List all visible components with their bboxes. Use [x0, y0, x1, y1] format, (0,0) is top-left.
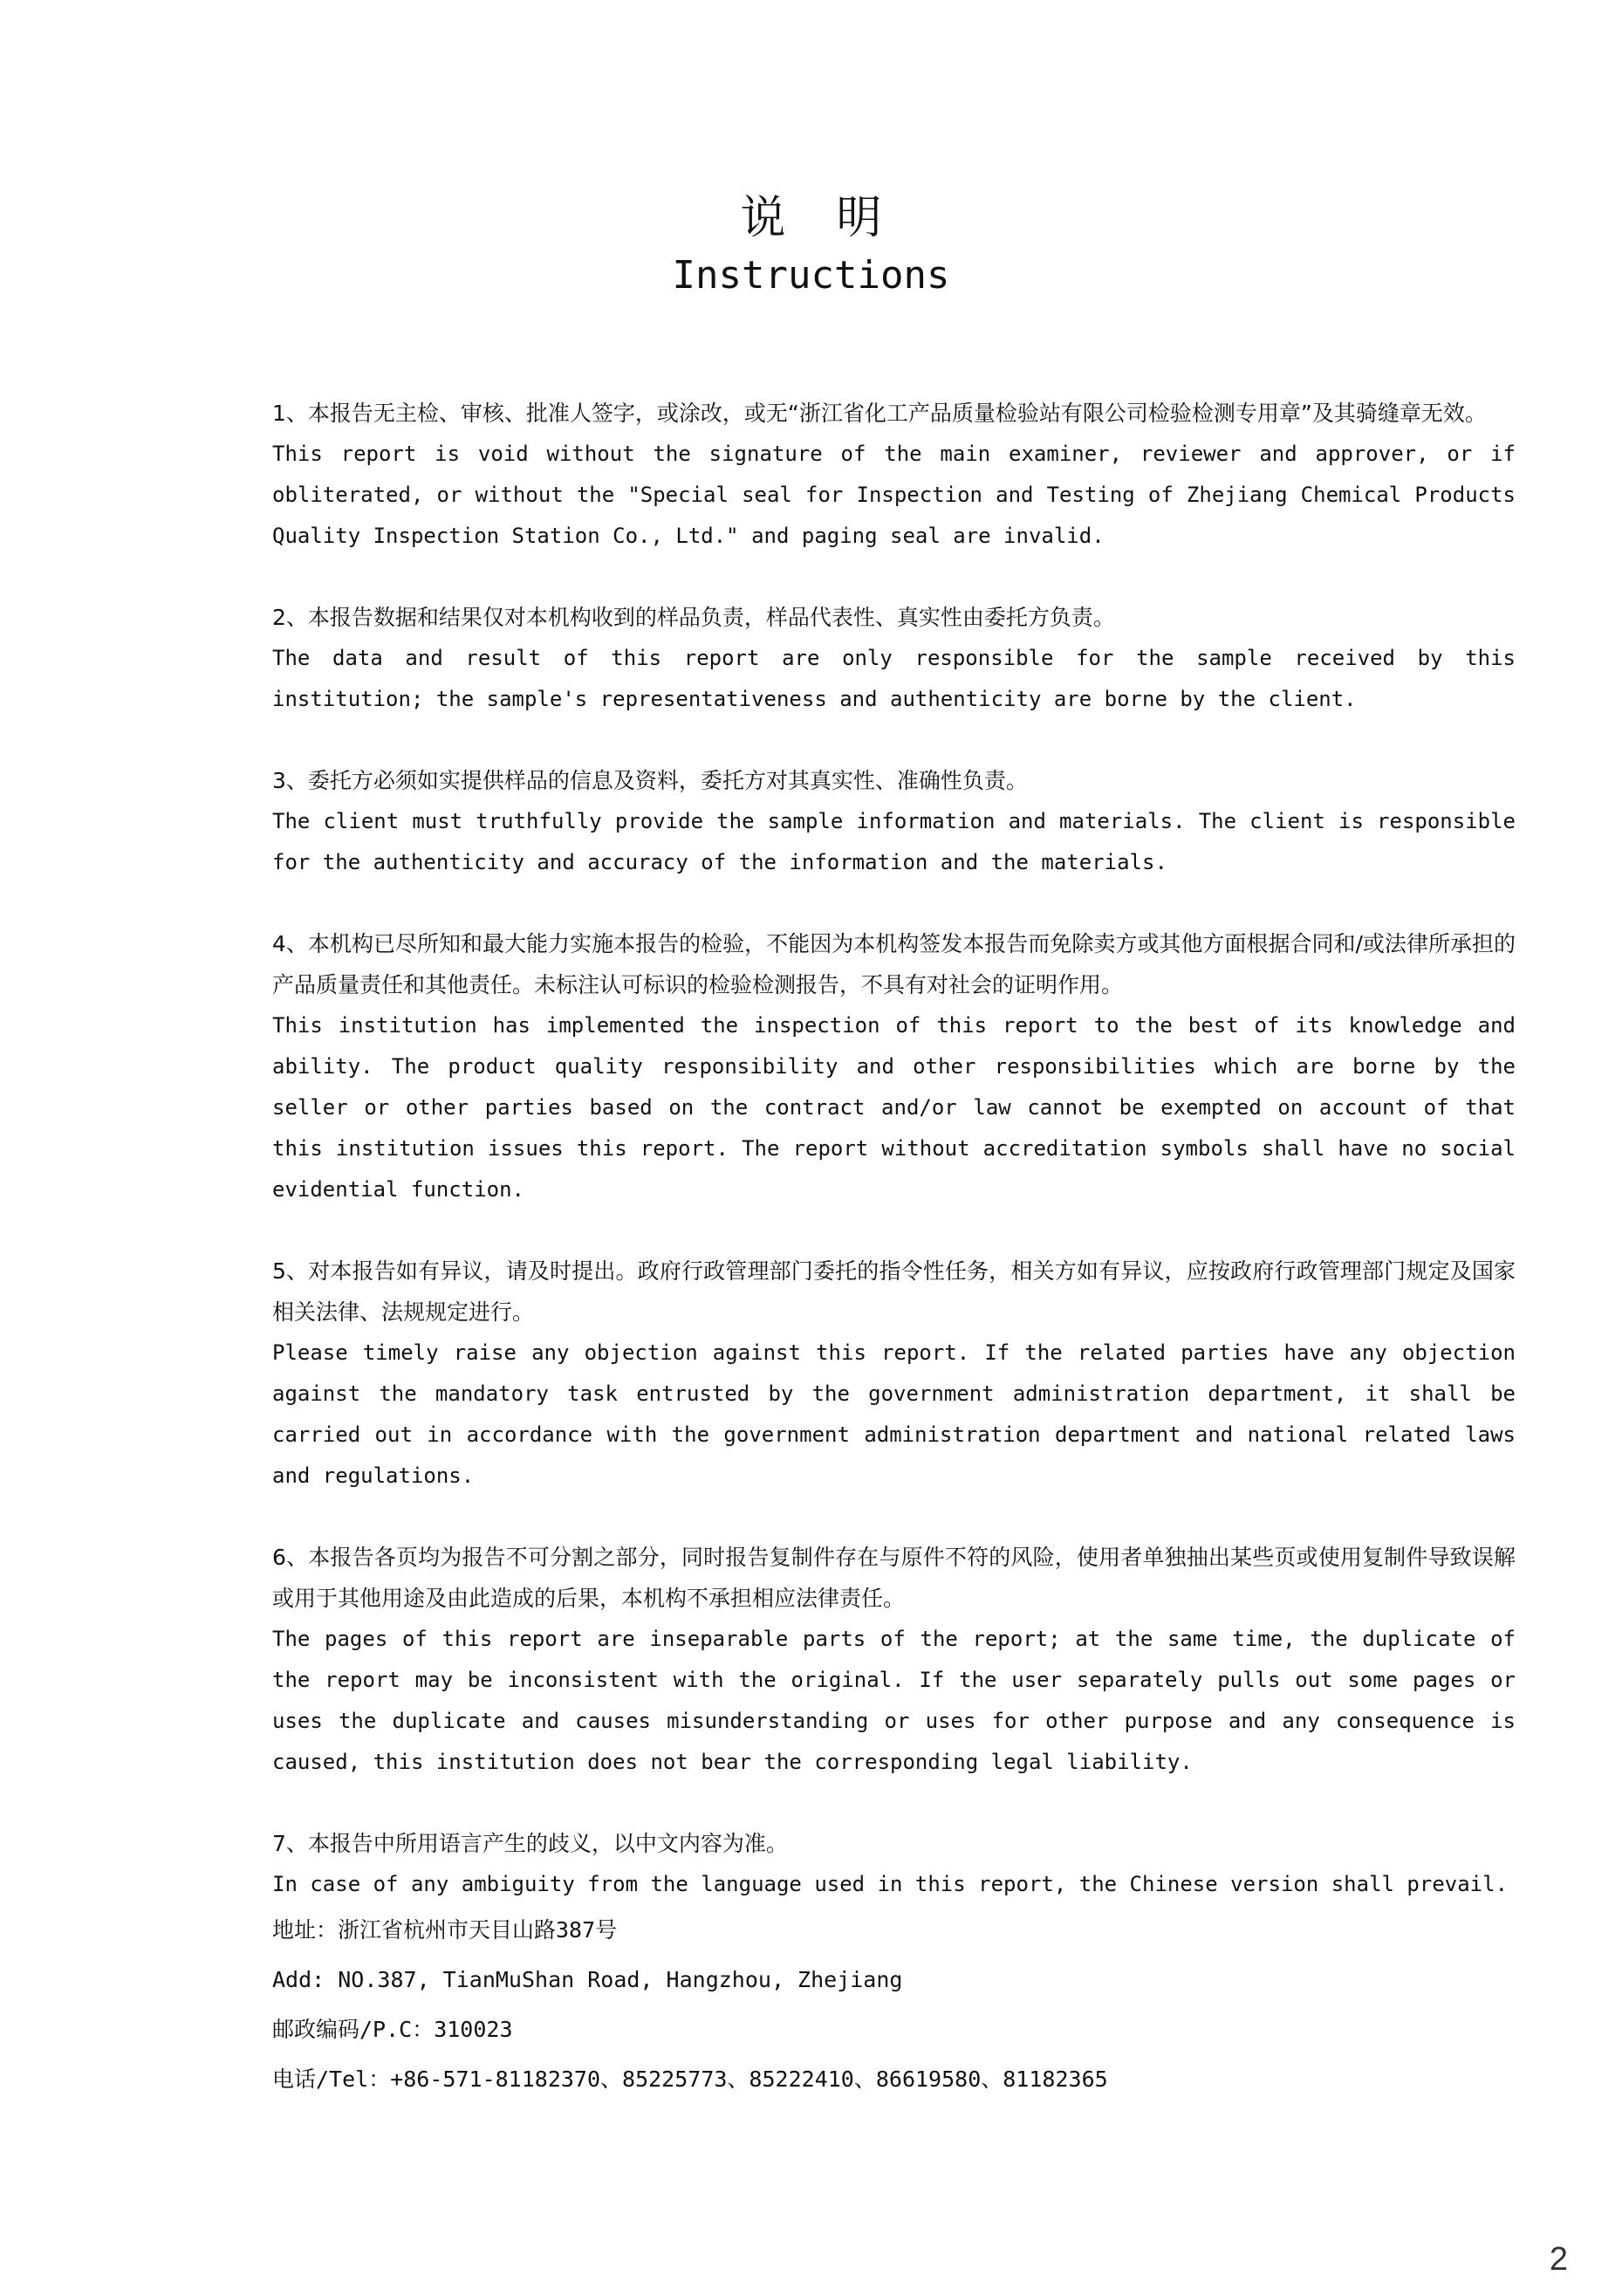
- instruction-item-6: [272, 1537, 1516, 1783]
- instruction-en: The pages of this report are inseparable parts of the report; at the same time, the duplicate of the report may be inconsistent with the original. If the user separately pulls out some pages or uses the duplicate and causes misunderstanding or uses for other purpose and any consequence is caused, this institution does not bear the corresponding legal liability.: [272, 1627, 1516, 1774]
- address-english: Add: NO.387, TianMuShan Road, Hangzhou, Zhejiang: [272, 1967, 903, 1992]
- instruction-item-4: [272, 923, 1516, 1210]
- instruction-cn: 4、本机构已尽所知和最大能力实施本报告的检验，不能因为本机构签发本报告而免除卖方或其他方面根据合同和/或法律所承担的产品质量责任和其他责任。未标注认可标识的检验检测报告，不具有对社会的证明作用。: [272, 931, 1516, 997]
- instruction-item-1: [272, 393, 1516, 557]
- instruction-en: This institution has implemented the inspection of this report to the best of its knowledge and ability. The product quality responsibility and other responsibilities which are borne by the seller or other parties based on the contract and/or law cannot be exempted on account of that this institution issues this report. The report without accreditation symbols shall have no social evidential function.: [272, 1013, 1516, 1202]
- instruction-en: This report is void without the signature of the main examiner, reviewer and approver, or if obliterated, or without the "Special seal for Inspection and Testing of Zhejiang Chemical Products Quality Inspection Station Co., Ltd." and paging seal are invalid.: [272, 442, 1516, 548]
- instruction-cn: 5、对本报告如有异议，请及时提出。政府行政管理部门委托的指令性任务，相关方如有异议，应按政府行政管理部门规定及国家相关法律、法规规定进行。: [272, 1258, 1516, 1325]
- title-english: Instructions: [672, 253, 950, 298]
- instruction-cn: 2、本报告数据和结果仅对本机构收到的样品负责，样品代表性、真实性由委托方负责。: [272, 605, 1115, 630]
- page-number: 2: [1549, 2241, 1568, 2278]
- instruction-item-5: [272, 1251, 1516, 1497]
- address-chinese: 地址：浙江省杭州市天目山路387号: [272, 1917, 618, 1943]
- instruction-en: The data and result of this report are only responsible for the sample received by this institution; the sample's representativeness and authenticity are borne by the client.: [272, 646, 1516, 711]
- postcode: 邮政编码/P.C：310023: [272, 2017, 513, 2042]
- instruction-en: The client must truthfully provide the sample information and materials. The client is responsible for the authenticity and accuracy of the information and the materials.: [272, 809, 1516, 874]
- instruction-cn: 7、本报告中所用语言产生的歧义，以中文内容为准。: [272, 1831, 788, 1856]
- instruction-item-3: [272, 760, 1516, 883]
- title-chinese: 说明: [740, 192, 933, 244]
- instruction-cn: 1、本报告无主检、审核、批准人签字，或涂改，或无“浙江省化工产品质量检验站有限公司检验检测专用章”及其骑缝章无效。: [272, 401, 1487, 426]
- telephone: 电话/Tel：+86-571-81182370、85225773、85222410、86619580、81182365: [272, 2066, 1108, 2092]
- instruction-cn: 3、委托方必须如实提供样品的信息及资料，委托方对其真实性、准确性负责。: [272, 768, 1028, 793]
- instruction-item-2: [272, 597, 1516, 720]
- instruction-en: In case of any ambiguity from the language used in this report, the Chinese version shall prevail.: [272, 1872, 1509, 1896]
- instruction-item-7: [272, 1823, 1516, 1905]
- contact-block: [272, 1905, 1516, 2104]
- instructions-list: [272, 393, 1516, 1945]
- instruction-en: Please timely raise any objection against this report. If the related parties have any objection against the mandatory task entrusted by the government administration department, it shall be carried out in accordance with the government administration department and national related laws and regulations.: [272, 1340, 1516, 1488]
- instruction-cn: 6、本报告各页均为报告不可分割之部分，同时报告复制件存在与原件不符的风险，使用者单独抽出某些页或使用复制件导致误解或用于其他用途及由此造成的后果，本机构不承担相应法律责任。: [272, 1545, 1516, 1611]
